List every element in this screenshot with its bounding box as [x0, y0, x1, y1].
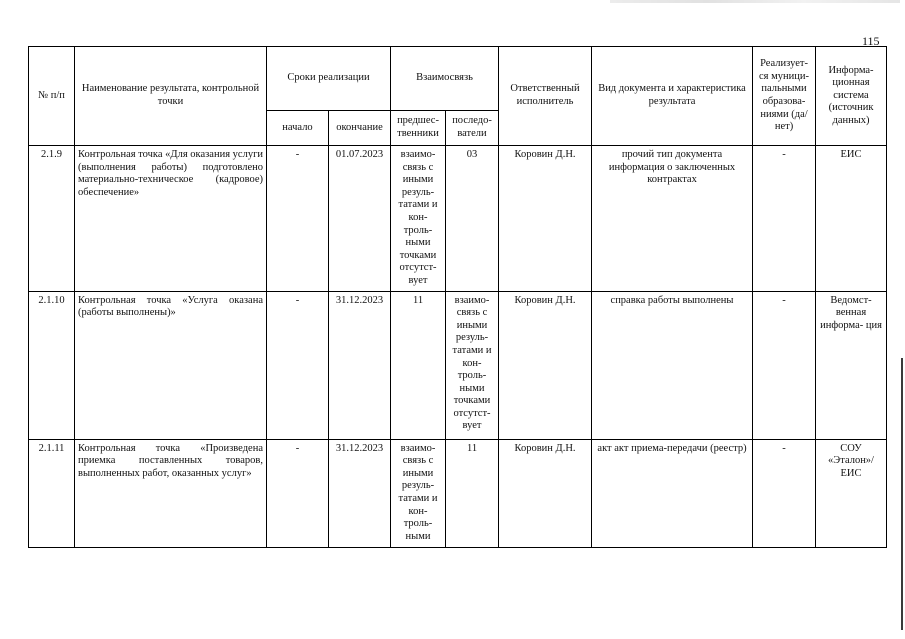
- row-responsible: Коровин Д.Н.: [499, 146, 592, 292]
- row-municipal: -: [753, 146, 816, 292]
- row-doc-type: акт акт приема-передачи (реестр): [592, 439, 753, 547]
- row-responsible: Коровин Д.Н.: [499, 439, 592, 547]
- row-doc-type: справка работы выполнены: [592, 291, 753, 439]
- row-end: 01.07.2023: [329, 146, 391, 292]
- row-start: -: [267, 291, 329, 439]
- row-num: 2.1.11: [29, 439, 75, 547]
- row-name: Контрольная точка «Произведена приемка поставленных товаров, выполненных работ, оказанных услуг»: [75, 439, 267, 547]
- header-start: начало: [267, 111, 329, 146]
- plan-table: [28, 46, 887, 548]
- header-successors: последо- ватели: [446, 111, 499, 146]
- row-predecessors: взаимо- связь с иными резуль- татами и кон- троль- ными: [391, 439, 446, 547]
- header-num: № п/п: [29, 47, 75, 146]
- row-start: -: [267, 146, 329, 292]
- row-responsible: Коровин Д.Н.: [499, 291, 592, 439]
- row-successors: 11: [446, 439, 499, 547]
- row-end: 31.12.2023: [329, 439, 391, 547]
- row-info-system: Ведомст- венная информа- ция: [816, 291, 887, 439]
- row-name: Контрольная точка «Услуга оказана (работы выполнены)»: [75, 291, 267, 439]
- row-predecessors: 11: [391, 291, 446, 439]
- header-terms: Сроки реализации: [267, 47, 391, 111]
- header-end: окончание: [329, 111, 391, 146]
- table-row: [29, 291, 887, 439]
- row-num: 2.1.10: [29, 291, 75, 439]
- row-municipal: -: [753, 291, 816, 439]
- row-num: 2.1.9: [29, 146, 75, 292]
- header-doc-type: Вид документа и характеристика результата: [592, 47, 753, 146]
- table-row: [29, 146, 887, 292]
- header-name: Наименование результата, контрольной точки: [75, 47, 267, 146]
- header-predecessors: предшес- твенники: [391, 111, 446, 146]
- row-start: -: [267, 439, 329, 547]
- page-number: 115: [862, 34, 880, 48]
- header-relation: Взаимосвязь: [391, 47, 499, 111]
- scan-artifact-top: [610, 0, 900, 3]
- row-successors: взаимо- связь с иными резуль- татами и кон- троль- ными точками отсутст- вует: [446, 291, 499, 439]
- table-row: [29, 439, 887, 547]
- row-info-system: СОУ «Эталон»/ ЕИС: [816, 439, 887, 547]
- header-responsible: Ответственный исполнитель: [499, 47, 592, 146]
- row-doc-type: прочий тип документа информация о заключенных контрактах: [592, 146, 753, 292]
- row-name: Контрольная точка «Для оказания услуги (выполнения работы) подготовлено материально-техническое (кадровое) обеспечение»: [75, 146, 267, 292]
- row-successors: 03: [446, 146, 499, 292]
- row-predecessors: взаимо- связь с иными резуль- татами и кон- троль- ными точками отсутст- вует: [391, 146, 446, 292]
- row-municipal: -: [753, 439, 816, 547]
- row-end: 31.12.2023: [329, 291, 391, 439]
- row-info-system: ЕИС: [816, 146, 887, 292]
- header-municipal: Реализует- ся муници- пальными образова- ниями (да/нет): [753, 47, 816, 146]
- header-info-system: Информа- ционная система (источник данных): [816, 47, 887, 146]
- scan-edge-mark: [901, 358, 903, 630]
